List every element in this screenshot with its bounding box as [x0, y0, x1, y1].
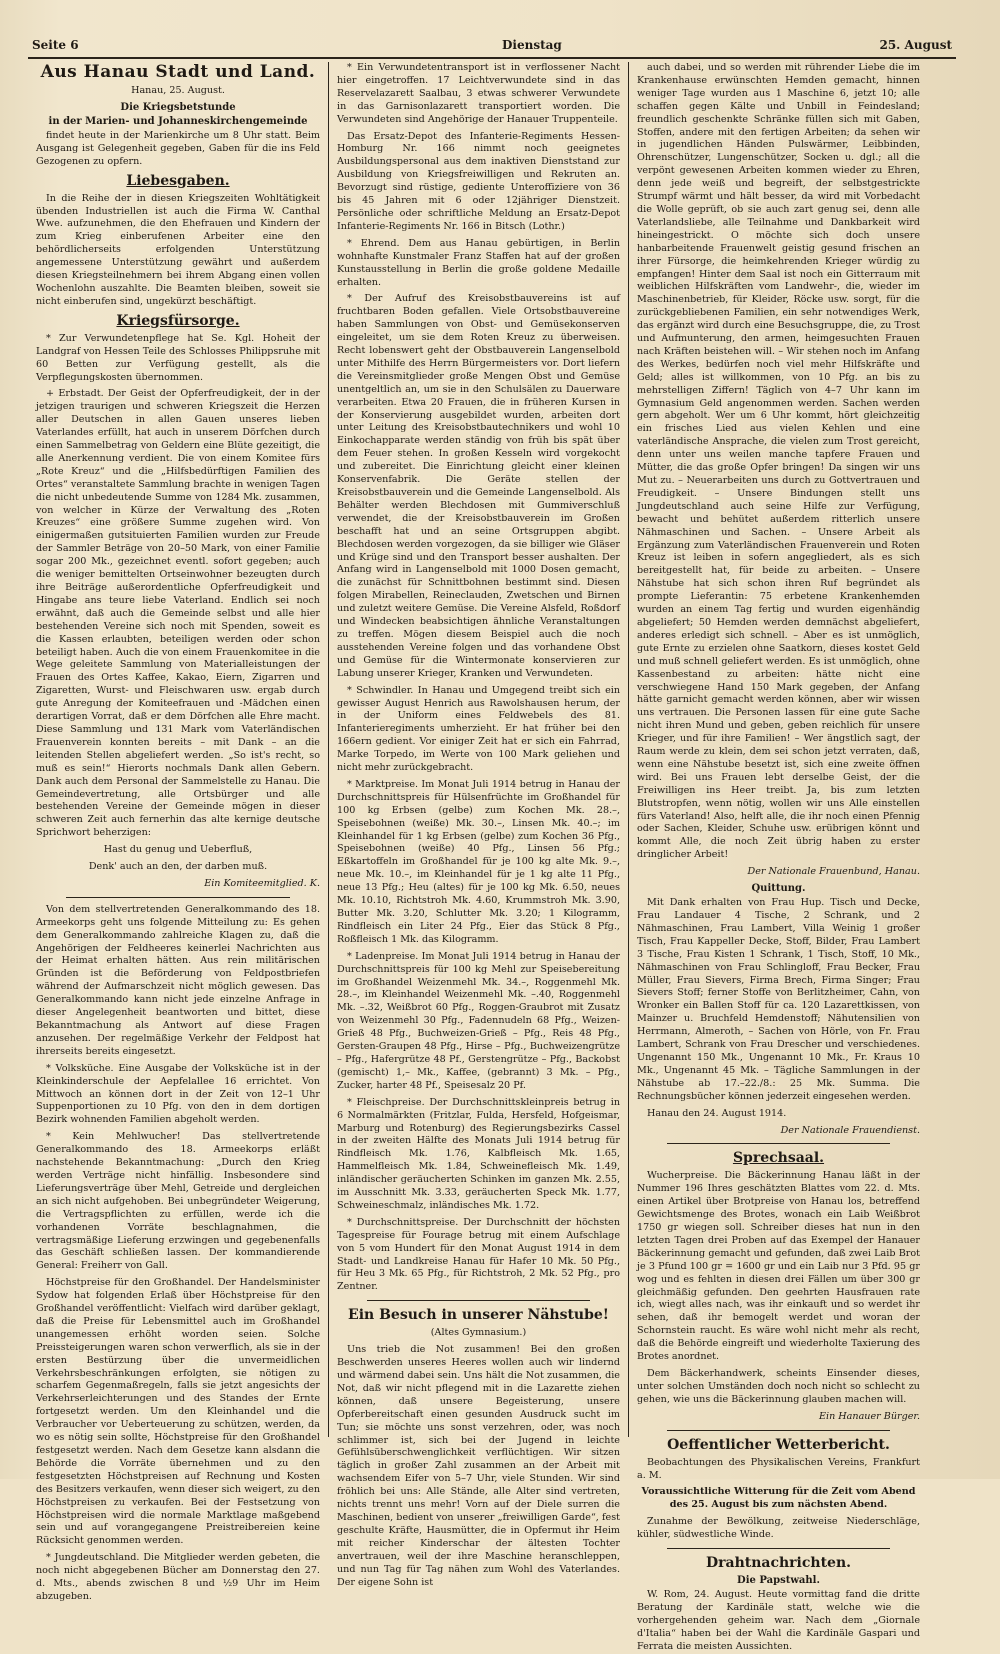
fleischpreise-text: * Fleischpreise. Der Durchschnittskleinpreis betrug in 6 Normalmärkten (Fritzlar, Fulda, Hersfeld, Hofgeismar, Marburg und Rotenburg) des Regierungsbezirks Cassel in der zweiten Hälfte des Monats Juli 1914 betrug für Rindfleisch Mk. 1.76, Kalbfleisch Mk. 1.65, Hammelfleisch Mk. 1.84, Schweinefleisch Mk. 1.49, inländischer geräucherten Schinken im ganzen Mk. 2.55, im Ausschnitt Mk. 3.33, geräucherten Speck Mk. 1.77, Schweineschmalz, inländisches Mk. 1.72. — [337, 1096, 620, 1211]
betstunde-text: findet heute in der Marienkirche um 8 Uhr statt. Beim Ausgang ist Gelegenheit gegeben, Gaben für die ins Feld Gezogenen zu opfern. — [36, 129, 320, 167]
separator — [667, 1430, 890, 1431]
marktpreise-text: * Marktpreise. Im Monat Juli 1914 betrug in Hanau der Durchschnittspreis für Hülsenfrüchte im Großhandel für 100 kg Erbsen (gelbe) zum Kochen Mk. 28.–, Speisebohnen (weiße) Mk. 30.–, Linsen Mk. 40.–; im Kleinhandel für 1 kg Erbsen (gelbe) zum Kochen 36 Pfg., Speisebohnen (weiße) 40 Pfg., Linsen 56 Pfg.; Eßkartoffeln im Großhandel für je 100 kg alte Mk. 9.–, neue Mk. 10.–, im Kleinhandel für je 1 kg alte 11 Pfg., neue 13 Pfg.; Heu (altes) für je 100 kg Mk. 6.50, neues Mk. 10.10, Richtstroh Mk. 4.60, Krummstroh Mk. 3.90, Butter Mk. 3.20, Schlutter Mk. 3.20; 1 Kilogramm, Rindfleisch ein Liter 24 Pfg., Eier das Stück 8 Pfg., Roßfleisch 1 Mk. das Kilogramm. — [337, 778, 620, 945]
papstwahl-text: W. Rom, 24. August. Heute vormittag fand die dritte Beratung der Kardinäle statt, welche wie die vorhergehenden geheim war. Nach dem „Giornale d'Italia“ haben bei der Wahl die Kardinäle Gaspari und Ferrata die meisten Aussichten. — [637, 1589, 920, 1652]
verwundetenpflege-text: * Zur Verwundetenpflege hat Se. Kgl. Hoheit der Landgraf von Hessen Teile des Schlosses Philippsruhe mit 60 Betten zur Verfügung gestellt, als die Verpflegungskosten übernommen. — [36, 332, 320, 383]
wetter-forecast-text: Zunahme der Bewölkung, zeitweise Niederschläge, kühler, südwestliche Winde. — [637, 1516, 920, 1541]
sprechsaal-heading: Sprechsaal. — [732, 1150, 825, 1167]
quittung-date: Hanau den 24. August 1914. — [647, 1107, 787, 1119]
quittung-text: Mit Dank erhalten von Frau Hup. Tisch und Decke, Frau Landauer 4 Tische, 2 Schrank, und 2 Nähmaschinen, Frau Lambert, Villa Weinig 1 großer Tisch, Frau Kappeller Decke, Stoff, Bilder, Frau Lambert 3 Tische, Frau Kisten 1 Schrank, 1 Tisch, Stoff, 10 Mk., Nähmaschinen von Frau Schlingloff, Frau Becker, Frau Müller, Frau Sievers, Firma Brech, Firma Singer; Frau Sievers Stoff; ferner Stoffe von Berlitzheimer, Cahn, von Wronker ein Ballen Stoff für ca. 120 Lazarettkissen, von Mainzer u. Bruchfeld Hemdenstoff; Nähutensilien von Herrmann, Almeroth, – Sachen von Hörle, von Fr. Frau Lambert, Schrank von Frau Drescher und verschiedenes. Ungenannt 150 Mk., Ungenannt 10 Mk., Fr. Kraus 10 Mk., Ungenannt 45 Mk. – Tägliche Sammlungen in der Nähstube ab 17.–22./8.: 25 Mk. Summa. Die Rechnungsbücher können jederzeit eingesehen werden. — [637, 897, 920, 1102]
column-right — [628, 62, 928, 1652]
separator — [667, 1143, 890, 1144]
signature-komitee: Ein Komiteemitglied. K. — [204, 877, 320, 889]
durchschnittspreise-text: * Durchschnittspreise. Der Durchschnitt der höchsten Tagespreise für Fourage betrug mit einem Aufschlage von 5 vom Hundert für den Monat August 1914 in dem Stadt- und Landkreise Hanau für Hafer 10 Mk. 50 Pfg., für Heu 3 Mk. 65 Pfg., für Richtstroh, 2 Mk. 52 Pfg., pro Zentner. — [337, 1216, 620, 1293]
erbstadt-text: + Erbstadt. Der Geist der Opferfreudigkeit, der in der jetzigen traurigen und schweren Kriegszeit die Herzen aller Deutschen in allen Gauen unseres lieben Vaterlandes erfüllt, hat auch in unserem Dörfchen durch einen Sammelbetrag von Geldern eine Blüte gezeitigt, die alle Anerkennung verdient. Die von einem Komitee fürs „Rote Kreuz“ und die „Hilfsbedürftigen Familien des Ortes“ veranstaltete Sammlung brachte in wenigen Tagen die nicht unbedeutende Summe von 1284 Mk. zusammen, von welcher in Kürze der Verwaltung des „Roten Kreuzes“ eine größere Summe zugehen wird. Von einigermaßen gutsituierten Familien wurden zur Freude der Sammler Beträge von 20–50 Mark, von einer Familie sogar 200 Mk., gezeichnet eventl. sofort gegeben; auch die weniger bemittelten Ortseinwohner bezeugten durch ihre Beiträge außerordentliche Opferfreudigkeit und Hingabe ans teure liebe Vaterland. Endlich sei noch erwähnt, daß auch die Gemeinde selbst und alle hier bestehenden Vereine sich noch mit Spenden, soweit es die Kassen erlaubten, beteiligen werden oder schon beteiligt haben. Auch die von einem Frauenkomitee in die Wege geleitete Sammlung von Materialleistungen der Frauen des Ortes Kaffee, Kakao, Eiern, Zigarren und Zigaretten, Wurst- und Fleischwaren usw. ergab durch gute Anregung der Komiteefrauen und -Mädchen einen derartigen Vorrat, daß er dem Dörfchen alle Ehre macht. Diese Sammlung und 131 Mark vom Vaterländischen Frauenverein konnten bereits – mit Dank – an die leitenden Stellen abgeliefert werden. „So ist's recht, so muß es sein!“ Hierorts nochmals Dank allen Gebern. Dank auch dem Personal der Sammelstelle zu Hanau. Die Gemeindevertretung, alle Ortsbürger und alle bestehenden Vereine der Gemeinde mögen in dieser schweren Zeit auch fernerhin das alte kernige deutsche Sprichwort beherzigen: — [36, 388, 320, 839]
jungdeutschland-text: * Jungdeutschland. Die Mitglieder werden gebeten, die noch nicht abgegebenen Bücher am Donnerstag den 27. d. Mts., abends zwischen 8 und ½9 Uhr im Heim abzugeben. — [36, 1552, 320, 1602]
naehstube-text: Uns trieb die Not zusammen! Bei den großen Beschwerden unseres Heeres wollen auch wir lindernd und wärmend dabei sein. Uns hält die Not zusammen, die Not, daß wir nicht pflegend mit in die Lazarette ziehen können, daß unsere Begeisterung, unsere Opferbereitschaft einen gesunden Ausdruck sucht im Tun; sie möchte uns sonst verzehren, oder, was noch schlimmer ist, sich bei der Jugend in leichte Gefühlsüberschwenglichkeit verflüchtigen. Wir sitzen täglich in großer Zahl zusammen an der Arbeit mit wachsendem Eifer von 5–7 Uhr, viele Stunden. Wir sind fröhlich bei uns: Alle Stände, alle Alter sind vertreten, nichts trennt uns mehr! Vorn auf der Diele surren die Maschinen, bedient von unserer „freiwilligen Garde“, fest geschulte Kräfte, Hausmütter, die in Opfermut ihr Heim mit reicher Kinderschar der ältesten Tochter anvertrauen, weil der ihre Maschine heranschleppen, und nun Tag für Tag nähen zum Wohl des Vaterlandes. Der eigene Sohn ist — [337, 1344, 620, 1588]
verwundetentransport-text: * Ein Verwundetentransport ist in verflossener Nacht hier eingetroffen. 17 Leichtverwundete sind in das Reservelazarett Saalbau, 3 etwas schwerer Verwundete in das Garnisonlazarett transportiert worden. Die Verwundeten sind Angehörige der Hanauer Truppenteile. — [337, 62, 620, 125]
mehlwucher-text: * Kein Mehlwucher! Das stellvertretende Generalkommando des 18. Armeekorps erläßt nachstehende Bekanntmachung: „Durch den Krieg werden Verträge nicht hinfällig. Insbesondere sind Lieferungsverträge über Mehl, Getreide und dergleichen an sich nicht aufgehoben. Bei unbegründeter Weigerung, die Vertragspflichten zu erfüllen, werde ich die vorhandenen Vorräte beschlagnahmen, die vertragsmäßige Lieferung erzwingen und gegebenenfalls das Geschäft schließen lassen. Der kommandierende General: Freiherr von Gall. — [36, 1131, 320, 1272]
hoechstpreise-text: Höchstpreise für den Großhandel. Der Handelsminister Sydow hat folgenden Erlaß über Höchstpreise für den Großhandel veröffentlicht: Vielfach wird darüber geklagt, daß die Preise für Lebensmittel auch im Großhandel unangemessen erhöht worden seien. Solche Preissteigerungen waren schon verwerflich, als sie in der ersten Bestürzung über die unvermeidlichen Verkehrsbeschränkungen erfolgten, sie nötigen zu scharfem Gegenmaßregeln, falls sie jetzt angesichts der Verkehrserleichterungen und des Standes der Ernte fortgesetzt werden. Um den Kleinhandel und die Verbraucher vor Ueberteuerung zu schützen, werden, da wo es nötig sein sollte, Höchstpreise für den Großhandel festgesetzt werden. Nach dem Gesetze kann alsdann die Behörde die Vorräte übernehmen und zu den festgesetzten Höchstpreisen auf Rechnung und Kosten des Besitzers verkaufen, wenn dieser sich weigert, zu den Höchstpreisen zu verkaufen. Bei der Festsetzung von Höchstpreisen wird die normale Marktlage maßgebend sein und auf vorangegangene Preistreibereien keine Rücksicht genommen werden. — [36, 1277, 320, 1547]
separator — [66, 897, 290, 898]
naehstube-text-continued: auch dabei, und so werden mit rührender Liebe die im Krankenhause erwünschten Hemden gemacht, hinnen weniger Tage wurden aus 1 Maschine 6, jetzt 10; alle schaffen gegen Kälte und Unbill in Feindesland; freundlich geschenkte Schränke füllen sich mit Gaben, Stoffen, andere mit den fertigen Arbeiten; da sehen wir in jugendlichen Händen Pulswärmer, Leibbinden, Ohrenschützer, Lungenschützer, Socken u. dgl.; all die verpönt gewesenen Arbeiten kommen wieder zu Ehren, denn jede weiß und begreift, der selbstgestrickte Strumpf wärmt und hält besser, da wird mit Vorbedacht die Wolle geprüft, ob sie auch zart genug sei, denn alle Vaterlandsliebe, alle Teilnahme und Dankbarkeit wird hineingestrickt. O möchte sich doch unsere hanbarbeitende Frauenwelt geistig gesund frischen an ihrer Fürsorge, die heimkehrenden Krieger würdig zu empfangen! Hinter dem Saal ist noch ein Gitterraum mit weiblichen Hilfskräften vom Landwehr-, die, wieder im Maschinenbetrieb, für Kleider, Röcke usw. sorgt, für die zurückgebliebenen Familien, ein sehr notwendiges Werk, das ergänzt wird durch eine Besuchsgruppe, die, zu Trost und Aufmunterung, den armen, heimgesuchten Frauen nach Kräften beistehen will. – Wir stehen noch im Anfang des Werkes, bedürfen noch viel mehr Hilfskräfte und Geld; alles ist willkommen, von 10 Pfg. an bis zu mehrstelligen Ziffern! Täglich von 4–7 Uhr kann im Gymnasium Geld angenommen werden. Sachen werden gern abgeholt. Wer um 6 Uhr kommt, hört gleichzeitig ein frisches Lied aus vielen Kehlen und eine vaterländische Ansprache, die vielen zum Trost gereicht, denn unter uns weilen manche tapfere Frauen und Mütter, die das große Opfer bringen! Da singen wir uns Mut zu. – Neuerarbeiten uns durch zu Gottvertrauen und Freudigkeit. – Unsere Bindungen stellt uns Jungdeutschland auch seine Hilfe zur Verfügung, bewacht und behütet außerdem ritterlich unsere Nähmaschinen und Sachen. – Unsere Arbeit als Ergänzung zum Vaterländischen Frauenverein und Roten Kreuz ist leiben in sofern angegliedert, als es sich bereitgestellt hat, für beide zu arbeiten. – Unsere Nähstube hat sich schon ihren Ruf begründet als prompte Lieferantin: 75 erbetene Krankenhemden wurden an einem Tag fertig und wurden eigenhändig abgeliefert; 50 Hemden werden demnächst abgeliefert, anderes erledigt sich schnell. – Aber es ist unmöglich, gute Ernte zu erzielen ohne Saatkorn, dieses kostet Geld und muß schnell geliefert werden. Es ist unmöglich, ohne Kassenbestand zu arbeiten: hätte nicht eine verschwiegene Hand 150 Mark gegeben, der Anfang hätte garnicht gemacht werden können, aber wir wissen uns vertrauen. Die Personen lassen für eine gute Sache nicht ihren Mund und geben, geben reichlich für unsere Krieger, und für ihre Familien! – Wer ängstlich sagt, der Raum werde zu klein, dem sei schon jetzt verraten, daß, wenn eine Nähstube besetzt ist, sich eine zweite öffnen wird. Bei uns Frauen lebt derselbe Geist, der die Freiwilligen ins Heer treibt. Ja, bis zum letzten Blutstropfen, wenn nötig, wollen wir uns Alle einstellen fürs Vaterland! Also, helft alle, die ihr noch einen Pfennig oder Sachen, Kleider, Schuhe usw. erübrigen könnt und kommt Alle, die noch Zeit übrig haben zu erster dringlicher Arbeit! — [637, 62, 920, 861]
signature-frauenbund: Der Nationale Frauenbund, Hanau. — [747, 866, 920, 878]
kreisobstbau-text: * Der Aufruf des Kreisobstbauvereins ist auf fruchtbaren Boden gefallen. Viele Ortsobstbauvereine haben Sammlungen von Obst- und Gemüsekonserven eingeleitet, um sie dem Roten Kreuz zu überweisen. Recht lobenswert geht der Obstbauverein Langenselbold unter Mithilfe des Herrn Bürgermeisters vor. Dort liefern die Vereinsmitglieder große Mengen Obst und Gemüse unentgeltlich an, um sie in den Schulsälen zu Dauerware verarbeiten. Etwa 20 Frauen, die in früheren Kursen in der Konservierung ausgebildet wurden, arbeiten dort unter Leitung des Kreisobstbautechnikers und wohl 10 Einkochapparate werden ständig von früh bis spät über dem Feuer stehen. In großen Kesseln wird vorgekocht und zubereitet. Die Einrichtung gleicht einer kleinen Konservenfabrik. Die Geräte stellen der Kreisobstbauverein und die Gemeinde Langenselbold. Als Behälter werden Blechdosen mit Gummiverschluß verwendet, die der Kreisobstbauverein im Großen beschafft hat und an seine Ortsgruppen abgibt. Blechdosen werden vorgezogen, da sie billiger wie Gläser und Krüge sind und den Transport besser aushalten. Der Anfang wird in Langenselbold mit 1000 Dosen gemacht, die zunächst für Schnittbohnen bestimmt sind. Diesen folgen Mirabellen, Reineclauden, Zwetschen und Birnen und zuletzt weitere Gemüse. Die Vereine Alsfeld, Roßdorf und Windecken beabsichtigen ähnliche Veranstaltungen zu treffen. Mögen diesem Beispiel auch die noch ausstehenden Vereine folgen und das vorhandene Obst und Gemüse für die Wintermonate konservieren zur Labung unserer Krieger, Kranken und Verwundeten. — [337, 293, 620, 679]
page-number: Seite 6 — [32, 38, 79, 52]
ehrend-text: * Ehrend. Dem aus Hanau gebürtigen, in Berlin wohnhafte Kunstmaler Franz Staffen hat auf der großen Kunstausstellung in Berlin die große goldene Medaille erhalten. — [337, 237, 620, 288]
volkskueche-text: * Volksküche. Eine Ausgabe der Volksküche ist in der Kleinkinderschule der Aepfelallee 16 errichtet. Von Mittwoch an können dort in der Zeit von 12–1 Uhr Suppenportionen zu 10 Pfg. von den in dem dortigen Bezirk wohnenden Familien abgeholt werden. — [36, 1062, 320, 1126]
separator — [367, 1300, 590, 1301]
betstunde-heading: Die Kriegsbetstunde — [120, 101, 236, 113]
date-label: 25. August — [879, 38, 952, 52]
day-label: Dienstag — [502, 38, 562, 52]
column-middle — [328, 62, 628, 1588]
naehstube-subheading: (Altes Gymnasium.) — [430, 1327, 527, 1339]
verse-line-2: Denk' auch an den, der darben muß. — [88, 861, 268, 873]
header-rule — [28, 57, 956, 59]
drahtnachrichten-heading: Drahtnachrichten. — [705, 1555, 851, 1572]
columns — [28, 62, 956, 1652]
quittung-heading: Quittung. — [751, 883, 806, 895]
wetter-forecast-heading: Voraussichtliche Witterung für die Zeit vom Abend des 25. August bis zum nächsten Abend. — [641, 1486, 916, 1511]
wetterbericht-heading: Oeffentlicher Wetterbericht. — [667, 1436, 890, 1453]
signature-frauendienst: Der Nationale Frauendienst. — [780, 1124, 920, 1136]
schwindler-text: * Schwindler. In Hanau und Umgegend treibt sich ein gewisser August Henrich aus Rawolshausen herum, der in der Uniform eines Feldwebels des 81. Infanterieregiments umherzieht. Er hat früher bei den 166ern gedient. Vor einiger Zeit hat er sich ein Fahrrad, Marke Torpedo, im Werte von 100 Mark geliehen und nicht mehr zurückgebracht. — [337, 684, 620, 774]
liebesgaben-heading: Liebesgaben. — [126, 172, 230, 189]
verse-line-1: Hast du genug und Ueberfluß, — [103, 844, 253, 856]
papstwahl-heading: Die Papstwahl. — [737, 1575, 820, 1587]
betstunde-subheading: in der Marien- und Johanneskirchengemeinde — [48, 115, 308, 127]
local-news-title: Aus Hanau Stadt und Land. — [40, 62, 316, 82]
naehstube-heading: Ein Besuch in unserer Nähstube! — [348, 1307, 609, 1324]
ladenpreise-text: * Ladenpreise. Im Monat Juli 1914 betrug in Hanau der Durchschnittspreis für 100 kg Mehl zur Speisebereitung im Großhandel Weizenmehl Mk. 34.–, Roggenmehl Mk. 28.–, im Kleinhandel Weizenmehl Mk. –.40, Roggenmehl Mk. –.32, Weißbrot 60 Pfg., Roggen-Graubrot mit Zusatz von Weizenmehl 30 Pfg., Fadennudeln 68 Pfg., Weizen-Grieß 48 Pfg., Buchweizen-Grieß – Pfg., Reis 48 Pfg., Gersten-Graupen 48 Pfg., Hirse – Pfg., Buchweizengrütze – Pfg., Hafergrütze 48 Pf., Gerstengrütze – Pfg., Backobst (gemischt) 1,– Mk., Kaffee, (gebrannt) 3 Mk. – Pfg., Zucker, harter 48 Pf., Speisesalz 20 Pf. — [337, 950, 620, 1091]
liebesgaben-text: In die Reihe der in diesen Kriegszeiten Wohltätigkeit übenden Industriellen ist auch die Firma W. Canthal Wwe. aufzunehmen, die den Ehefrauen und Kindern der zum Krieg einberufenen Arbeiter eine den behördlicherseits erfolgenden Unterstützung angemessene Unterstützung gewährt und außerdem diesen Kriegsteilnehmern bei ihrem Abgang einen vollen Wochenlohn auszahlte. Die Beamten bleiben, soweit sie nicht einberufen sind, ungekürzt beschäftigt. — [36, 192, 320, 307]
wucherpreise-text: Wucherpreise. Die Bäckerinnung Hanau läßt in der Nummer 196 Ihres geschätzten Blattes vom 22. d. Mts. einen Artikel über Brotpreise von Hanau los, betreffend Gewichtsmenge des Brotes, wonach ein Laib Weißbrot 1750 gr wiegen soll. Schreiber dieses hat nun in den letzten Tagen drei Proben auf das Exempel der Hanauer Bäckerinnung gemacht und gefunden, daß zwei Laib Brot je 3 Pfund 100 gr = 1600 gr und ein Laib nur 3 Pfd. 95 gr wog und es fehlten in diesen drei Fällen um über 300 gr gleichmäßig gefunden. Den geehrten Hausfrauen rate ich, wiegt alles nach, was ihr einkauft und so werdet ihr sehen, daß ihr bemogelt werdet und woran der Schornstein raucht. Es wäre wohl nicht mehr als recht, daß die Behörde eingreift und wiederholte Taxierung des Brotes anordnet. — [637, 1170, 920, 1363]
separator — [667, 1548, 890, 1549]
wetter-source: Beobachtungen des Physikalischen Vereins, Frankfurt a. M. — [637, 1456, 920, 1481]
dateline: Hanau, 25. August. — [131, 85, 225, 96]
signature-buerger: Ein Hanauer Bürger. — [819, 1410, 920, 1422]
ersatz-depot-text: Das Ersatz-Depot des Infanterie-Regiments Hessen-Homburg Nr. 166 nimmt noch geeignetes Ausbildungspersonal aus dem inaktiven Dienststand zur Ausbildung von Kriegsfreiwilligen und Rekruten an. Bevorzugt sind rüstige, gediente Unteroffiziere von 36 bis 45 Jahren mit 6 oder 12jähriger Dienstzeit. Persönliche oder schriftliche Meldung an Ersatz-Depot Infanterie-Regiments Nr. 166 in Bitsch (Lothr.) — [337, 130, 620, 232]
wucherpreise-text-2: Dem Bäckerhandwerk, scheints Einsender dieses, unter solchen Umständen doch noch nicht so schlecht zu gehen, wie uns die Bäckerinnung glauben machen will. — [637, 1368, 920, 1405]
generalkommando-text: Von dem stellvertretenden Generalkommando des 18. Armeekorps geht uns folgende Mitteilung zu: Es gehen dem Generalkommando zahlreiche Klagen zu, daß die Angehörigen der Feldheeres keinerlei Nachrichten aus der Heimat erhalten hätten. Aus rein militärischen Gründen ist die Beförderung von Feldpostbriefen während der Aufmarschzeit nicht möglich gewesen. Das Generalkommando kann nicht jede einzelne Anfrage in dieser Angelegenheit beantworten und bittet, diese Bekanntmachung als Antwort auf diese Fragen anzusehen. Der regelmäßige Verkehr der Feldpost hat ihrerseits bereits eingesetzt. — [36, 903, 320, 1057]
column-left — [28, 62, 328, 1602]
kriegsfuersorge-heading: Kriegsfürsorge. — [116, 312, 240, 329]
page-header — [32, 38, 952, 56]
